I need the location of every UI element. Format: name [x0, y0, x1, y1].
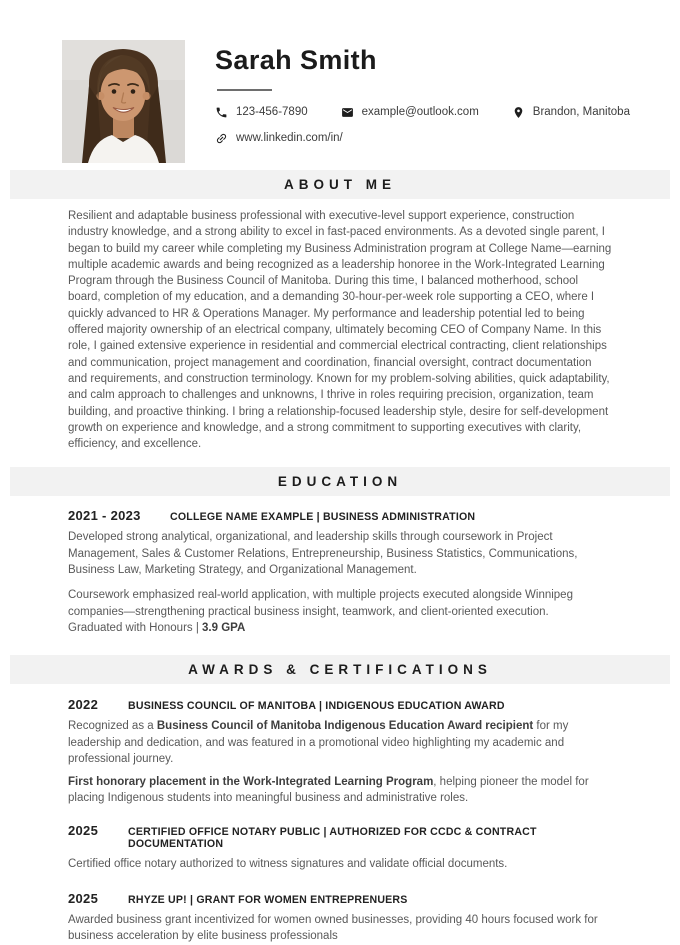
person-name: Sarah Smith	[215, 45, 377, 75]
award-entry-1	[68, 697, 612, 806]
award-year: 2022	[68, 697, 99, 713]
award-entry-header	[68, 823, 612, 850]
profile-photo	[62, 40, 185, 163]
location-text: Brandon, Manitoba	[532, 106, 630, 119]
envelope-icon	[341, 106, 354, 119]
phone-icon	[215, 106, 228, 119]
map-pin-icon	[512, 106, 525, 119]
about-paragraph: Resilient and adaptable business professional with executive-level support experience, construction industry knowledge, and a strong ability to excel in fast-paced environments. As a devoted single parent, I began to build my career while completing my Business Administration program at College Name—earning multiple academic awards and being recognized as a leadership honoree in the Work-Integrated Learning Program through the Business Council of Manitoba. During this time, I balanced motherhood, school board, completion of my education, and a demanding 30-hour-per-week role supporting a CEO, where I quickly advanced to HR & Operations Manager. My performance and leadership potential led to being offered majority ownership of an electrical company, ultimately becoming CEO of Company Name. In this role, I gained extensive experience in residential and commercial electrical contracting, client relationships and communication, project management and coordination, financial oversight, contract documentation and requirements, and construction terminology. Known for my problem-solving abilities, quick adaptability, and calm approach to challenges and unknowns, I thrive in roles requiring precision, organization, team building, and proactive thinking. I bring a relationship-focused leadership style, desire for self-development growth on experience and knowledge, and a strong commitment to supporting executives with clarity, efficiency, and excellence.	[68, 210, 612, 451]
gpa-value: 3.9 GPA	[202, 621, 246, 634]
contact-email[interactable]	[341, 106, 479, 119]
award-year: 2025	[68, 891, 99, 907]
award-entry-3	[68, 891, 612, 945]
section-band-about	[10, 170, 670, 199]
awards-section-title: AWARDS & CERTIFICATIONS	[188, 662, 492, 678]
award-title: RHYZE UP! | GRANT FOR WOMEN ENTREPRENUERS	[128, 894, 408, 907]
education-paragraph-1: Developed strong analytical, organizational, and leadership skills through coursework in Project Management, Sales & Customer Relations, Entrepreneurship, Business Statistics, Communications, Business Law, Marketing Strategy, and Organizational Management.	[68, 531, 578, 577]
email-text: example@outlook.com	[361, 106, 479, 119]
education-section-title: EDUCATION	[277, 474, 403, 490]
education-entry-header	[68, 508, 612, 523]
award-title: CERTIFIED OFFICE NOTARY PUBLIC | AUTHORIZED FOR CCDC & CONTRACT DOCUMENTATION	[128, 825, 537, 850]
award-entry-2	[68, 823, 612, 872]
about-content	[0, 208, 680, 452]
award-paragraph: First honorary placement in the Work-Integrated Learning Program, helping pioneer the model for placing Indigenous students into meaningful business and administrative roles.	[68, 776, 589, 805]
about-section-title: ABOUT ME	[284, 177, 396, 192]
link-icon	[215, 132, 228, 145]
resume-header	[0, 0, 680, 163]
contact-location	[512, 106, 630, 119]
contact-phone[interactable]	[215, 106, 308, 119]
education-content	[0, 508, 680, 636]
awards-content	[0, 697, 680, 944]
award-year: 2025	[68, 822, 99, 838]
award-paragraph: Certified office notary authorized to witness signatures and validate official documents.	[68, 857, 508, 870]
name-divider	[217, 89, 272, 91]
header-info	[215, 40, 630, 163]
contact-row	[215, 106, 630, 119]
award-title: BUSINESS COUNCIL OF MANITOBA | INDIGENOUS EDUCATION AWARD	[128, 700, 505, 713]
award-entry-header	[68, 891, 612, 906]
linkedin-text: www.linkedin.com/in/	[236, 132, 343, 145]
award-paragraph: Awarded business grant incentivized for women owned businesses, providing 40 hours focused work for business acceleration by elite business professionals	[68, 914, 598, 943]
phone-text: 123-456-7890	[236, 106, 308, 119]
award-paragraph: Recognized as a Business Council of Manitoba Indigenous Education Award recipient for my leadership and dedication, and was featured in a promotional video highlighting my academic and professional journey.	[68, 720, 569, 765]
education-paragraph-2: Coursework emphasized real-world application, with multiple projects executed alongside Winnipeg companies—strengthening practical business insight, teamwork, and client-oriented execution.	[68, 589, 573, 618]
education-graduation-line: Graduated with Honours | 3.9 GPA	[68, 621, 246, 634]
education-years: 2021 - 2023	[68, 508, 141, 524]
education-title: COLLEGE NAME EXAMPLE | BUSINESS ADMINISTRATION	[170, 511, 476, 524]
contact-linkedin[interactable]	[215, 132, 630, 145]
section-band-awards	[10, 655, 670, 684]
award-entry-header	[68, 697, 612, 712]
section-band-education	[10, 467, 670, 496]
